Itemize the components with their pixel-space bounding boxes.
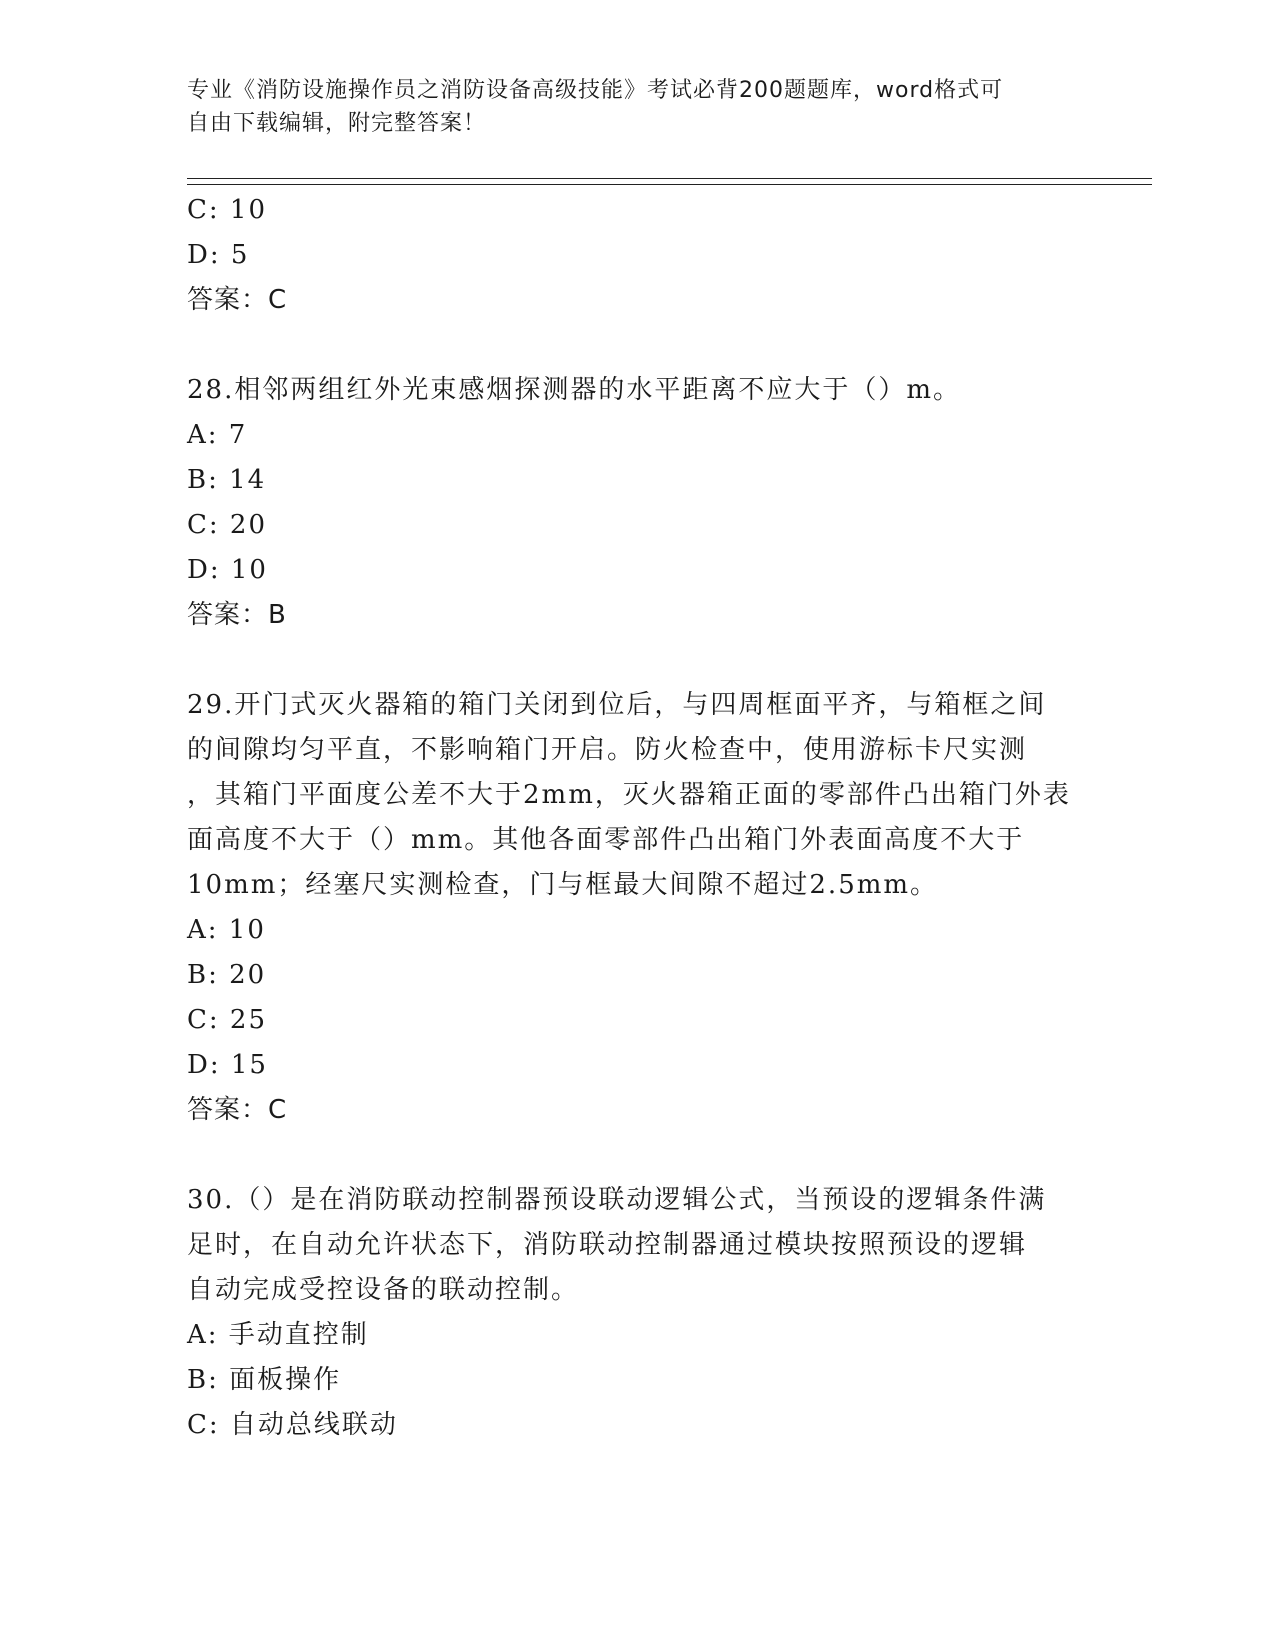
- q28-answer: 答案：B: [187, 600, 287, 630]
- q28-option-a: A: 7: [187, 420, 248, 450]
- q29-answer: 答案：C: [187, 1095, 288, 1125]
- question-30-line-2: 足时，在自动允许状态下，消防联动控制器通过模块按照预设的逻辑: [187, 1230, 1028, 1260]
- header-line-2: 自由下载编辑，附完整答案！: [187, 111, 487, 136]
- question-29-line-2: 的间隙均匀平直，不影响箱门开启。防火检查中，使用游标卡尺实测: [187, 735, 1028, 765]
- header-rule-bottom: [187, 184, 1152, 185]
- question-28-text: 28.相邻两组红外光束感烟探测器的水平距离不应大于（）m。: [187, 375, 962, 405]
- question-29-line-1: 29.开门式灭火器箱的箱门关闭到位后，与四周框面平齐，与箱框之间: [187, 690, 1047, 720]
- q28-option-b: B: 14: [187, 465, 267, 495]
- q28-option-c: C: 20: [187, 510, 268, 540]
- q28-option-d: D: 10: [187, 555, 268, 585]
- question-30-line-1: 30.（）是在消防联动控制器预设联动逻辑公式，当预设的逻辑条件满: [187, 1185, 1047, 1215]
- q30-option-b: B: 面板操作: [187, 1365, 342, 1395]
- option-d: D: 5: [187, 240, 250, 270]
- q29-option-d: D: 15: [187, 1050, 268, 1080]
- question-29-line-3: ，其箱门平面度公差不大于2mm，灭火器箱正面的零部件凸出箱门外表: [187, 780, 1071, 810]
- header-line-1: 专业《消防设施操作员之消防设备高级技能》考试必背200题题库，word格式可: [187, 78, 1004, 103]
- q29-option-c: C: 25: [187, 1005, 268, 1035]
- q30-option-a: A: 手动直控制: [187, 1320, 369, 1350]
- answer-text: 答案：C: [187, 285, 288, 315]
- question-29-line-4: 面高度不大于（）mm。其他各面零部件凸出箱门外表面高度不大于: [187, 825, 1025, 855]
- option-c: C: 10: [187, 195, 268, 225]
- q29-option-a: A: 10: [187, 915, 266, 945]
- question-30-line-3: 自动完成受控设备的联动控制。: [187, 1275, 580, 1305]
- question-29-line-5: 10mm；经塞尺实测检查，门与框最大间隙不超过2.5mm。: [187, 870, 939, 900]
- q29-option-b: B: 20: [187, 960, 267, 990]
- q30-option-c: C: 自动总线联动: [187, 1410, 398, 1440]
- document-header: [187, 74, 1067, 140]
- header-rule-top: [187, 178, 1152, 179]
